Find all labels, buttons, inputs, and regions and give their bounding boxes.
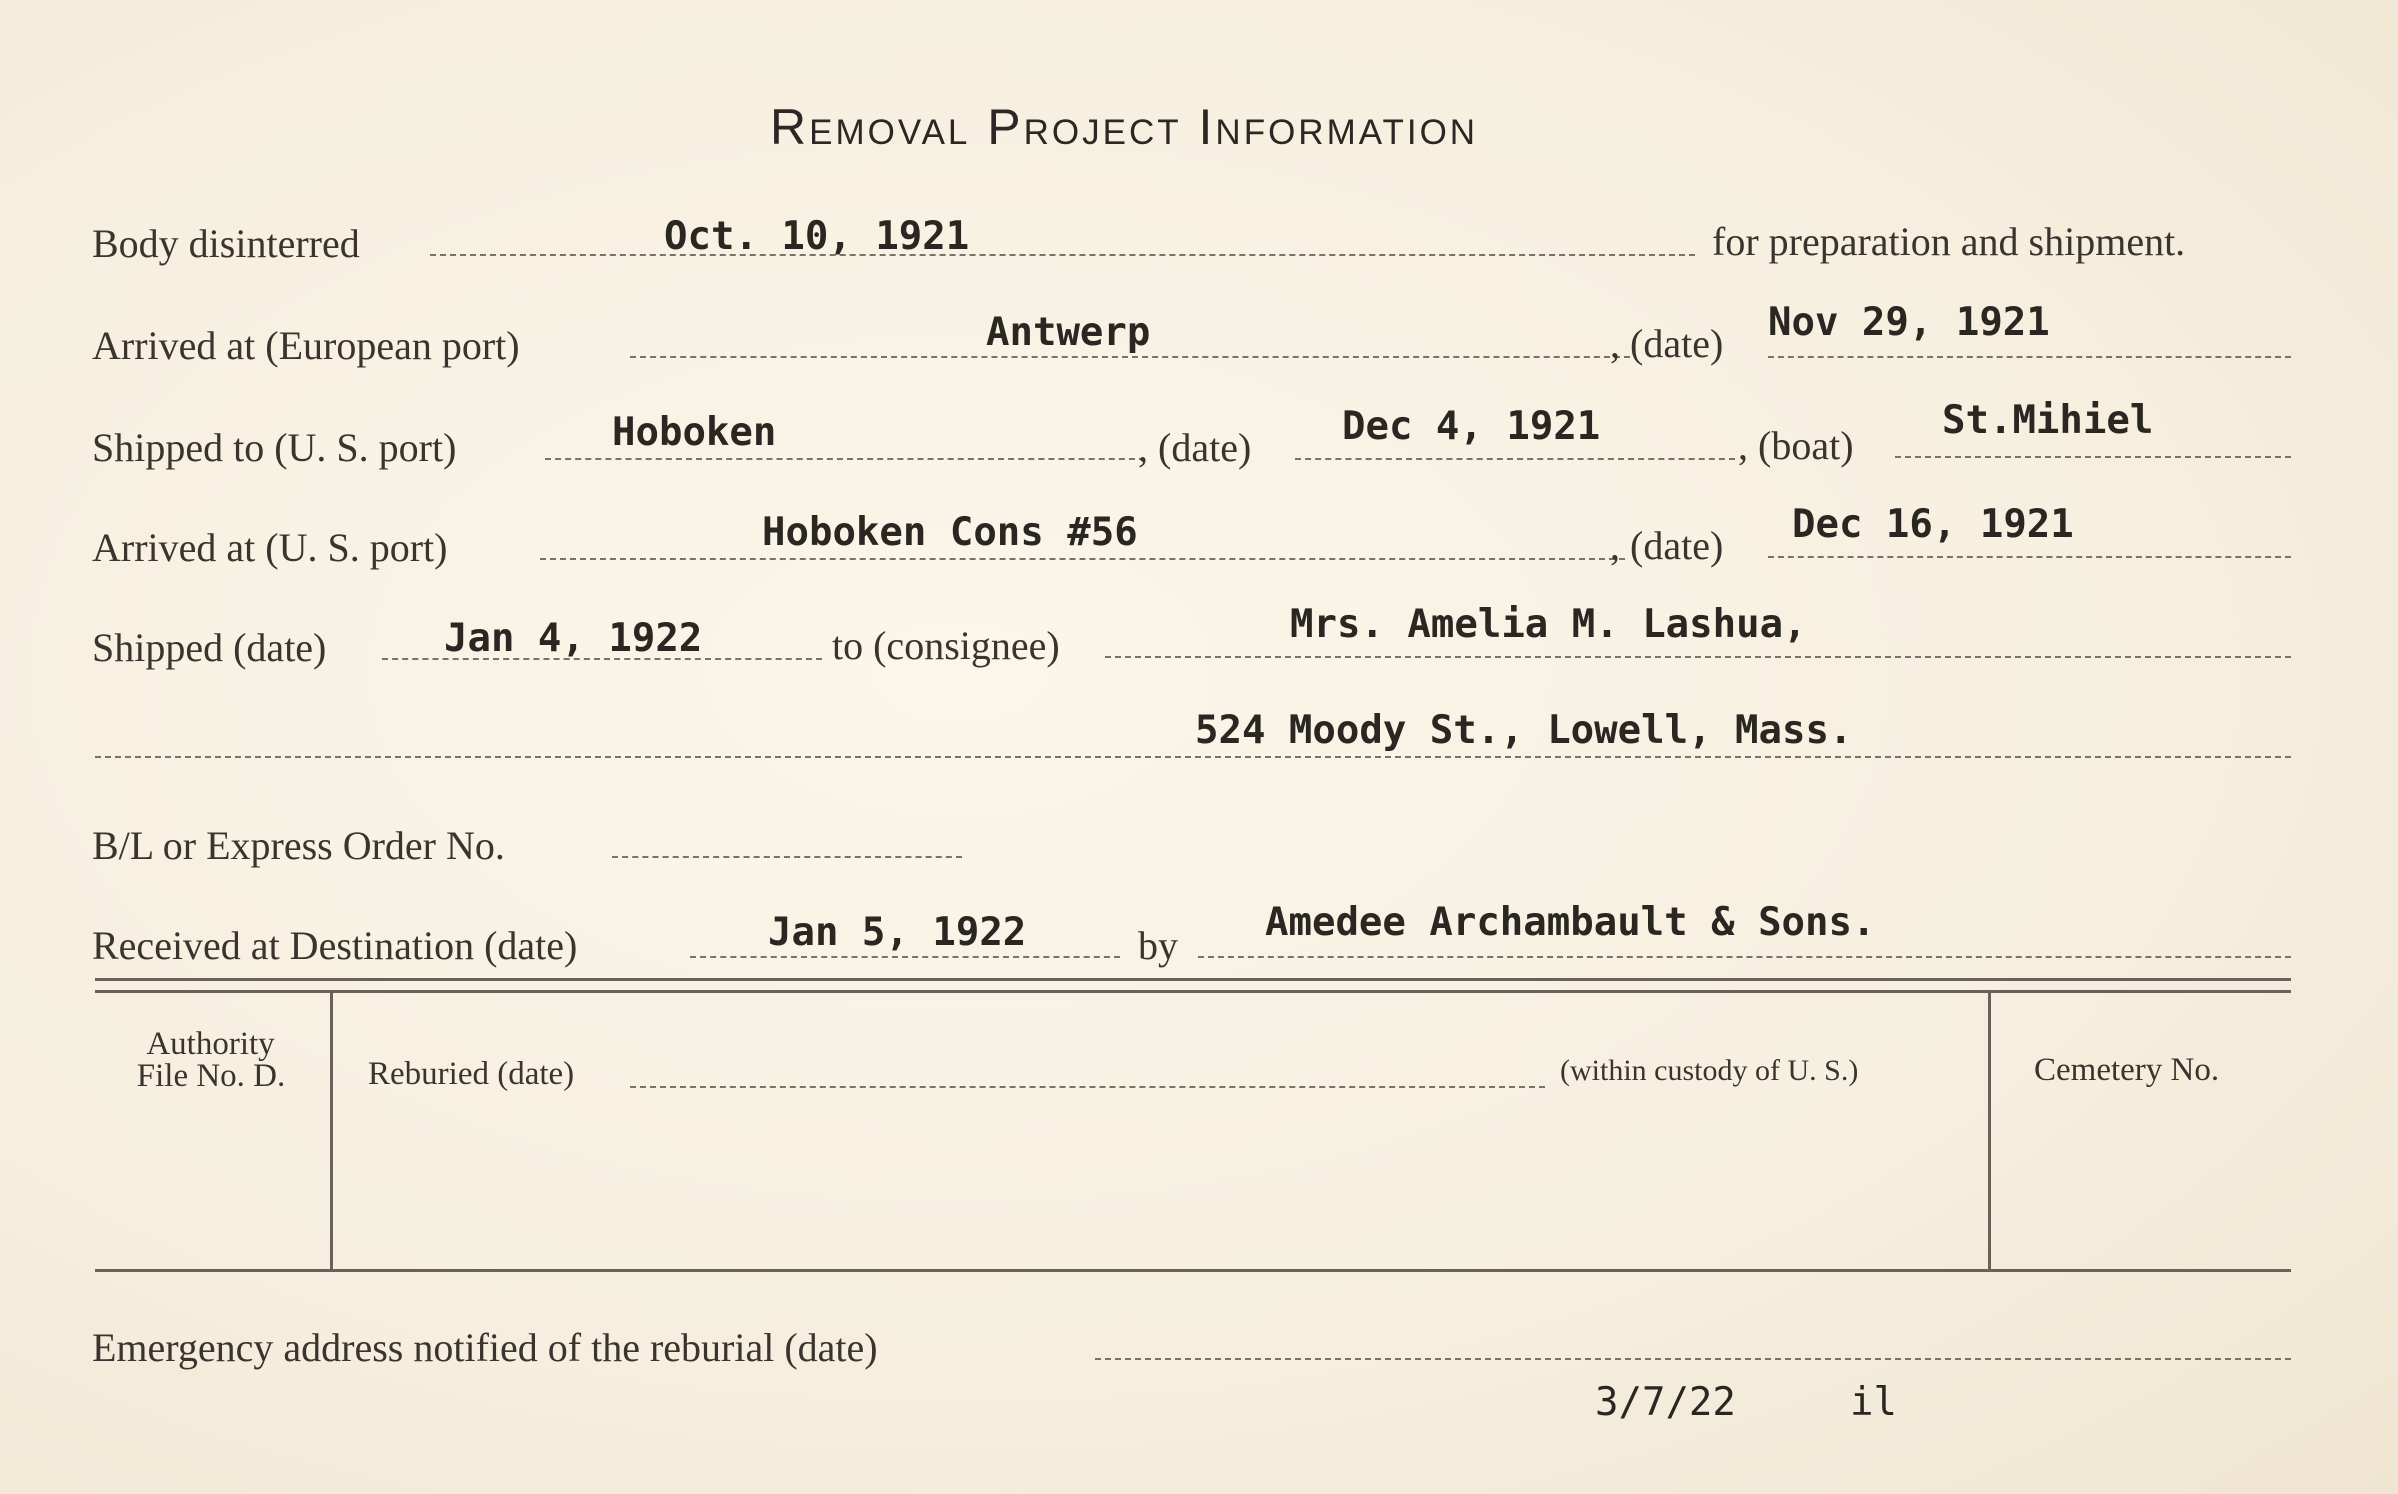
consignee-label: to (consignee) [832,623,1060,668]
us-port-label: Shipped to (U. S. port) [92,425,457,470]
address-line [95,756,2291,758]
reburied-line [630,1086,1545,1088]
euro-port-line [630,356,1630,358]
received-by-value: Amedee Archambault & Sons. [1265,900,1876,945]
euro-port-value: Antwerp [986,310,1151,355]
table-divider-left [330,993,333,1269]
us-port-value: Hoboken [612,410,777,455]
received-label: Received at Destination (date) [92,923,578,968]
euro-date-value: Nov 29, 1921 [1768,300,2050,345]
emergency-label: Emergency address notified of the reburial (date) [92,1325,878,1370]
boat-label: , (boat) [1738,423,1854,468]
shipped-date-label: Shipped (date) [92,625,327,670]
page-title: Removal Project Information [770,99,1479,155]
disinterred-suffix: for preparation and shipment. [1712,219,2186,264]
table-divider-right [1988,993,1991,1269]
footer-initials: il [1850,1380,1897,1425]
consignee-address: 524 Moody St., Lowell, Mass. [1195,708,1853,753]
table-bottom-rule [95,1269,2291,1272]
euro-port-label: Arrived at (European port) [92,323,520,368]
footer-date: 3/7/22 [1595,1380,1736,1425]
table-top-rule-1 [95,978,2291,981]
table-top-rule-2 [95,990,2291,993]
us-port-date-label: , (date) [1138,425,1252,470]
euro-date-line [1768,356,2291,358]
boat-value: St.Mihiel [1942,398,2154,443]
arrived-us-date-label: , (date) [1610,523,1724,568]
us-port-date-value: Dec 4, 1921 [1342,404,1601,449]
boat-line [1895,456,2291,458]
consignee-line [1105,656,2291,658]
received-date-line [690,956,1120,958]
disinterred-line [430,254,1695,256]
received-by-line [1198,956,2291,958]
us-port-date-line [1295,458,1735,460]
received-by-label: by [1138,923,1178,968]
consignee-value: Mrs. Amelia M. Lashua, [1290,602,1807,647]
reburied-label: Reburied (date) [368,1056,575,1092]
arrived-us-date-line [1768,556,2291,558]
arrived-us-label: Arrived at (U. S. port) [92,525,448,570]
received-date-value: Jan 5, 1922 [768,910,1027,955]
authority-label-2: File No. D. [136,1058,286,1094]
shipped-date-value: Jan 4, 1922 [444,616,703,661]
custody-label: (within custody of U. S.) [1560,1054,1859,1087]
us-port-line [545,458,1145,460]
bl-line [612,856,962,858]
arrived-us-date-value: Dec 16, 1921 [1792,502,2074,547]
authority-label-1: Authority [146,1026,275,1062]
bl-label: B/L or Express Order No. [92,823,505,868]
arrived-us-value: Hoboken Cons #56 [762,510,1138,555]
disinterred-label: Body disinterred [92,221,360,266]
euro-date-label: , (date) [1610,321,1724,366]
emergency-line [1095,1358,2291,1360]
disinterred-value: Oct. 10, 1921 [664,214,970,259]
arrived-us-line [540,558,1625,560]
cemetery-label: Cemetery No. [2034,1052,2220,1088]
